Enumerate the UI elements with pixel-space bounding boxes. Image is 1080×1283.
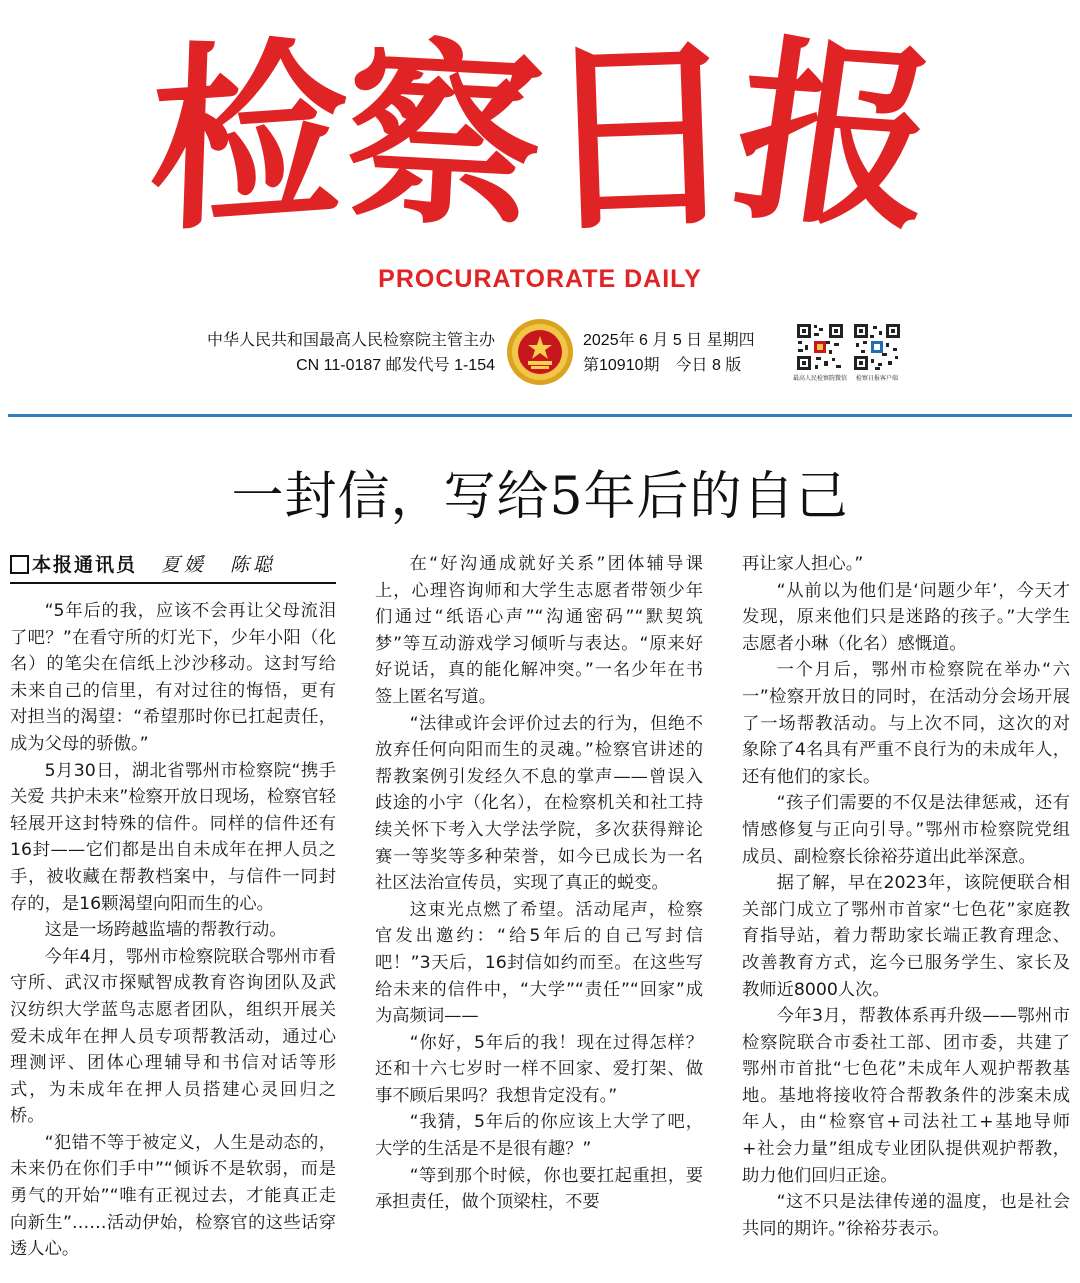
article-headline: 一封信，写给5年后的自己 (231, 467, 849, 527)
article-paragraph: “法律或许会评价过去的行为，但绝不放弃任何向阳而生的灵魂。”检察官讲述的帮教案例引发经久不息的掌声——曾误入歧途的小宇（化名），在检察机关和社工持续关怀下考入大学法学院，多次获得辩论赛一等奖等多种荣誉，如今已成长为一名社区法治宣传员，实现了真正的蜕变。 (375, 713, 703, 894)
newspaper-logo (146, 12, 950, 262)
article-paragraph: 今年4月，鄂州市检察院联合鄂州市看守所、武汉市探赋智成教育咨询团队及武汉纺织大学蓝鸟志愿者团队，组织开展关爱未成年在押人员专项帮教活动，通过心理测评、团体心理辅导和书信对话等形式，为未成年在押人员搭建心灵回归之桥。 (10, 946, 336, 1127)
app-qr-code-icon[interactable] (853, 323, 901, 371)
logo-char: 检 (146, 14, 350, 260)
english-title: PROCURATORATE DAILY (378, 265, 702, 293)
article-paragraph: 这是一场跨越监墙的帮教行动。 (44, 920, 287, 941)
article-column-3 (742, 551, 1070, 1279)
article-paragraph: “我猜，5年后的你应该上大学了吧，大学的生活是不是很有趣？” (375, 1112, 703, 1160)
article-paragraph: “孩子们需要的不仅是法律惩戒，还有情感修复与正向引导。”鄂州市检察院党组成员、副检察长徐裕芬道出此举深意。 (742, 793, 1070, 867)
article-paragraph: “从前以为他们是‘问题少年’，今天才发现，原来他们只是迷路的孩子。”大学生志愿者小琳（化名）感慨道。 (742, 580, 1070, 654)
issue-date: 2025年 6 月 5 日 星期四 (583, 332, 755, 349)
byline-box-icon (10, 555, 29, 574)
procuratorate-emblem-icon (506, 318, 574, 386)
cn-code: CN 11-0187 邮发代号 1-154 (296, 357, 495, 374)
logo-char: 日 (537, 12, 743, 262)
wechat-qr-code-icon[interactable] (796, 323, 844, 371)
issue-number: 第10910期 今日 8 版 (583, 357, 742, 374)
article-paragraph: “犯错不等于被定义，人生是动态的，未来仍在你们手中”“倾诉不是软弱，而是勇气的开始”“唯有正视过去，才能真正走向新生”……活动伊始，检察官的这些话穿透人心。 (10, 1132, 336, 1260)
article-paragraph: 5月30日，湖北省鄂州市检察院“携手关爱 共护未来”检察开放日现场，检察官轻轻展开这封特殊的信件。同样的信件还有16封——它们都是出自未成年在押人员之手，被收藏在帮教档案中，与信件一同封存的，是16颗渴望向阳而生的心。 (10, 760, 336, 914)
article-column-1 (10, 598, 336, 1278)
qr-label: 最高人民检察院微信 (792, 376, 847, 382)
article-paragraph: “等到那个时候，你也要扛起重担，要承担责任，做个顶梁柱，不要 (375, 1165, 703, 1213)
qr-label: 检察日报客户端 (855, 376, 898, 382)
article-paragraph: 在“好沟通成就好关系”团体辅导课上，心理咨询师和大学生志愿者带领少年们通过“纸语心声”“沟通密码”“默契筑梦”等互动游戏学习倾听与表达。“原来好好说话，真的能化解冲突。”一名少年在书签上匿名写道。 (375, 554, 703, 707)
issue-info (583, 328, 755, 378)
article-column-2 (375, 551, 703, 1279)
article-paragraph: “这不只是法律传递的温度，也是社会共同的期许。”徐裕芬表示。 (742, 1192, 1070, 1239)
masthead-divider (8, 414, 1072, 417)
article-paragraph: 再让家人担心。” (742, 554, 864, 574)
byline-divider (10, 582, 336, 584)
publisher-info (207, 328, 495, 378)
byline-label: 本报通讯员 (32, 554, 138, 576)
masthead (0, 0, 1080, 418)
sponsor-text: 中华人民共和国最高人民检察院主管主办 (206, 332, 495, 349)
article-paragraph: 据了解，早在2023年，该院便联合相关部门成立了鄂州市首家“七色花”家庭教育指导站，着力帮助家长端正教育理念、改善教育方式，迄今已服务学生、家长及教师近8000人次。 (742, 873, 1070, 1000)
logo-char: 察 (340, 17, 548, 257)
article-paragraph: 今年3月，帮教体系再升级——鄂州市检察院联合市委社工部、团市委，共建了鄂州市首批“七色花”未成年人观护帮教基地。基地将接收符合帮教条件的涉案未成年人，由“检察官+司法社工+基地导师+社会力量”组成专业团队提供观护帮教，助力他们回归正途。 (742, 1006, 1070, 1186)
article-paragraph: 这束光点燃了希望。活动尾声，检察官发出邀约：“给5年后的自己写封信吧！”3天后，16封信如约而至。在这些写给未来的信件中，“大学”“责任”“回家”成为高频词—— (375, 899, 703, 1027)
article-paragraph: “你好，5年后的我！现在过得怎样？还和十六七岁时一样不回家、爱打架、做事不顾后果吗？我想肯定没有。” (375, 1032, 703, 1106)
article-paragraph: “5年后的我，应该不会再让父母流泪了吧？”在看守所的灯光下，少年小阳（化名）的笔尖在信纸上沙沙移动。这封写给未来自己的信里，有对过往的悔悟，更有对担当的渴望：“希望那时你已扛起责任，成为父母的骄傲。” (10, 601, 336, 754)
byline (10, 553, 336, 580)
logo-char: 报 (722, 16, 950, 258)
article-paragraph: 一个月后，鄂州市检察院在举办“六一”检察开放日的同时，在活动分会场开展了一场帮教活动。与上次不同，这次的对象除了4名具有严重不良行为的未成年人，还有他们的家长。 (742, 660, 1070, 787)
byline-names: 夏媛 陈聪 (161, 554, 277, 576)
